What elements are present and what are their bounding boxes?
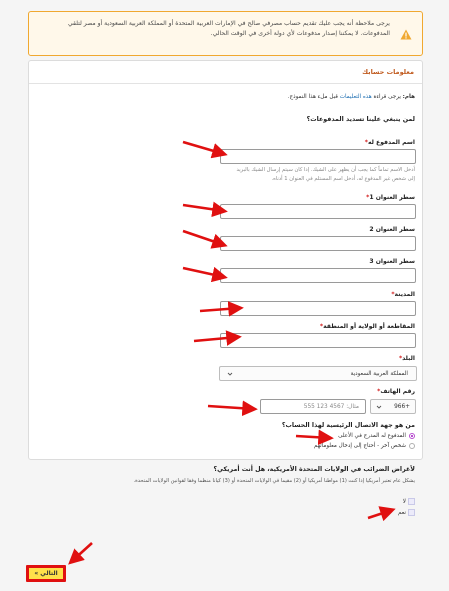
arrow-next xyxy=(71,543,92,562)
important-prefix: هام: xyxy=(402,94,415,100)
phone-code-value: +966 xyxy=(394,403,410,410)
payee-name-input[interactable] xyxy=(220,149,416,164)
checkbox-icon[interactable] xyxy=(408,509,415,516)
tax-question: لأغراض الضرائب في الولايات المتحدة الأمريكية، هل أنت أمريكي؟ xyxy=(213,466,415,473)
phone-number-input[interactable] xyxy=(260,399,366,414)
address1-label: سطر العنوان 1* xyxy=(366,194,415,201)
tax-option-yes-label: نعم xyxy=(398,509,406,516)
banner-text: يرجى ملاحظة أنه يجب عليك تقديم حساب مصرفي صالح في الإمارات العربية المتحدة أو المملكة العربية السعودية أو مصر لتلقي المدفوعات. لا يمكننا إصدار مدفوعات لأي دولة أخرى في الوقت الحالي. xyxy=(67,20,390,37)
phone-country-code[interactable] xyxy=(370,399,416,414)
tax-help: يشكل عام تعتبر أمريكيا إذا كنت (1) مواطنا أمريكيا أو (2) مقيما في الولايات المتحدة أو (3) كيانا منظما وفقا لقوانين الولايات المتحدة. xyxy=(133,478,415,484)
important-text: يرجى قراءة xyxy=(373,94,401,100)
payee-help xyxy=(165,166,415,184)
contact-question: من هو جهة الاتصال الرئيسية لهذا الحساب؟ xyxy=(281,422,415,429)
address1-input[interactable] xyxy=(220,204,416,219)
chevron-down-icon xyxy=(227,371,233,377)
address3-label: سطر العنوان 3 xyxy=(369,258,415,265)
next-button[interactable]: التالي » xyxy=(26,565,66,582)
tax-option-yes[interactable] xyxy=(398,509,415,516)
chevron-down-icon xyxy=(376,404,382,410)
card-title: معلومات حسابك xyxy=(29,61,422,84)
city-label: المدينة* xyxy=(391,291,415,298)
address2-label: سطر العنوان 2 xyxy=(369,226,415,233)
instructions-link[interactable]: هذه التعليمات xyxy=(339,94,372,100)
contact-option-other-label: شخص آخر - أحتاج إلى إدخال معلوماتهم xyxy=(313,443,406,449)
important-suffix: قبل ملء هذا النموذج. xyxy=(287,94,338,100)
payee-help-line-1: أدخل الاسم تماماً كما يجب أن يظهر على الشيك. إذا كان سيتم إرسال الشيك بالبريد xyxy=(236,167,415,173)
country-select[interactable] xyxy=(219,366,417,381)
phone-label: رقم الهاتف* xyxy=(377,388,415,395)
radio-unchecked-icon[interactable] xyxy=(409,443,415,449)
province-input[interactable] xyxy=(220,333,416,348)
city-input[interactable] xyxy=(220,301,416,316)
country-selected-value: المملكة العربية السعودية xyxy=(350,370,408,377)
arrow-tax xyxy=(368,510,392,518)
tax-option-no-label: لا xyxy=(402,498,406,505)
payee-help-line-2: إلى شخص غير المدفوع له، أدخل اسم المستلم في العنوان 1 أدناه. xyxy=(271,176,415,182)
address3-input[interactable] xyxy=(220,268,416,283)
payee-name-label: اسم المدفوع له* xyxy=(364,139,415,146)
checkbox-icon[interactable] xyxy=(408,498,415,505)
province-label: المقاطعة أو الولاية أو المنطقة* xyxy=(319,323,415,330)
country-label: البلد* xyxy=(398,355,415,362)
contact-option-payee[interactable] xyxy=(338,433,415,439)
phone-placeholder: مثال: 4567 123 555 xyxy=(303,403,359,410)
radio-checked-icon[interactable] xyxy=(409,433,415,439)
warning-banner xyxy=(28,11,423,56)
contact-option-other[interactable] xyxy=(314,443,415,449)
address2-input[interactable] xyxy=(220,236,416,251)
payee-question: لمن ينبغي علينا تسديد المدفوعات؟ xyxy=(306,116,415,123)
contact-option-payee-label: المدفوع له المدرج في الأعلى xyxy=(338,433,406,439)
tax-option-no[interactable] xyxy=(403,498,415,505)
important-note xyxy=(288,94,415,100)
warning-icon xyxy=(400,29,412,40)
